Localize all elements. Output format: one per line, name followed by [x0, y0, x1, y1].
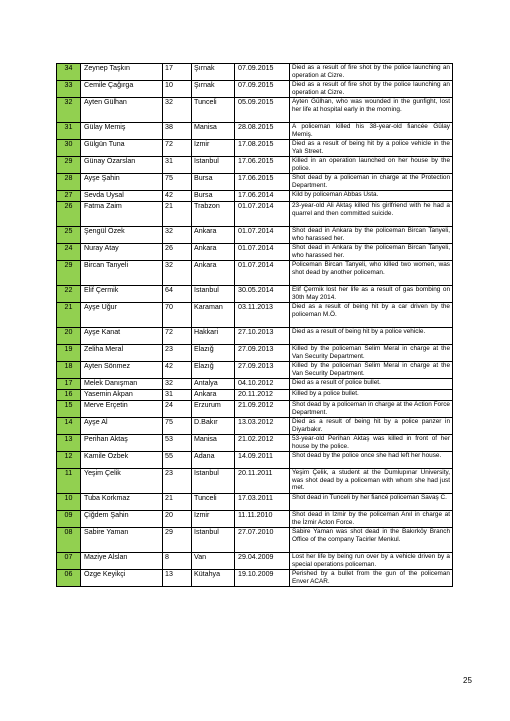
- cell-description: 53-year-old Perihan Aktaş was killed in front of her house by the police.: [290, 435, 453, 452]
- cell-number: 34: [57, 64, 81, 81]
- cell-description: Killed by a police bullet.: [290, 390, 453, 401]
- table-row: [57, 244, 453, 261]
- cell-age: 53: [163, 435, 192, 452]
- cell-number: 08: [57, 528, 81, 553]
- cell-name: Bircan Tanyeli: [81, 261, 163, 286]
- cell-number: 27: [57, 191, 81, 202]
- cell-age: 75: [163, 174, 192, 191]
- cell-date: 05.09.2015: [235, 98, 290, 123]
- cell-description: Sabire Yaman was shot dead in the Bakırköy Branch Office of the company Tacirler Menkul.: [290, 528, 453, 553]
- cell-age: 21: [163, 494, 192, 511]
- cell-name: Ayşe Kanat: [81, 328, 163, 345]
- cell-description: Died as a result of being hit by a police vehicle in the Yalı Street.: [290, 140, 453, 157]
- cell-date: 30.05.2014: [235, 286, 290, 303]
- cell-name: Ayşe Al: [81, 418, 163, 435]
- cell-number: 32: [57, 98, 81, 123]
- cell-number: 10: [57, 494, 81, 511]
- cell-age: 13: [163, 570, 192, 587]
- cell-name: Özge Keyikçi: [81, 570, 163, 587]
- cell-number: 29: [57, 157, 81, 174]
- cell-name: Ayşe Uğur: [81, 303, 163, 328]
- cell-age: 75: [163, 418, 192, 435]
- cell-city: Tunceli: [192, 494, 235, 511]
- table-row: [57, 452, 453, 469]
- cell-name: Gülay Memiş: [81, 123, 163, 140]
- cell-date: 17.06.2015: [235, 157, 290, 174]
- table-row: [57, 303, 453, 328]
- cell-name: Yasemin Akpan: [81, 390, 163, 401]
- cell-number: 30: [57, 140, 81, 157]
- cell-city: Erzurum: [192, 401, 235, 418]
- cell-city: Hakkari: [192, 328, 235, 345]
- cell-date: 07.09.2015: [235, 64, 290, 81]
- table-row: [57, 140, 453, 157]
- cell-date: 19.10.2009: [235, 570, 290, 587]
- cell-age: 26: [163, 244, 192, 261]
- table-row: [57, 494, 453, 511]
- cell-name: Gülgün Tuna: [81, 140, 163, 157]
- cell-date: 01.07.2014: [235, 244, 290, 261]
- cell-date: 14.09.2011: [235, 452, 290, 469]
- table-row: [57, 390, 453, 401]
- table-row: [57, 81, 453, 98]
- cell-name: Sabire Yaman: [81, 528, 163, 553]
- cell-number: 13: [57, 435, 81, 452]
- cell-description: Shot dead by the police once she had left her house.: [290, 452, 453, 469]
- cell-age: 72: [163, 328, 192, 345]
- cell-city: Ankara: [192, 261, 235, 286]
- cell-name: Şengül Özek: [81, 227, 163, 244]
- victims-table-body: [57, 64, 453, 587]
- table-row: [57, 202, 453, 227]
- cell-name: Ayten Gülhan: [81, 98, 163, 123]
- cell-date: 01.07.2014: [235, 202, 290, 227]
- cell-number: 11: [57, 469, 81, 494]
- cell-name: Günay Özarslan: [81, 157, 163, 174]
- cell-number: 17: [57, 379, 81, 390]
- cell-age: 70: [163, 303, 192, 328]
- cell-number: 26: [57, 202, 81, 227]
- cell-number: 18: [57, 362, 81, 379]
- cell-date: 01.07.2014: [235, 227, 290, 244]
- cell-name: Ayten Sönmez: [81, 362, 163, 379]
- cell-age: 8: [163, 553, 192, 570]
- cell-description: Died as a result of fire shot by the police launching an operation at Cizre.: [290, 81, 453, 98]
- table-row: [57, 227, 453, 244]
- cell-date: 07.09.2015: [235, 81, 290, 98]
- cell-city: Trabzon: [192, 202, 235, 227]
- cell-number: 15: [57, 401, 81, 418]
- cell-age: 10: [163, 81, 192, 98]
- cell-number: 14: [57, 418, 81, 435]
- cell-age: 42: [163, 191, 192, 202]
- cell-number: 29: [57, 261, 81, 286]
- cell-city: İstanbul: [192, 469, 235, 494]
- cell-number: 24: [57, 244, 81, 261]
- cell-age: 23: [163, 469, 192, 494]
- cell-number: 28: [57, 174, 81, 191]
- cell-date: 27.07.2010: [235, 528, 290, 553]
- cell-number: 31: [57, 123, 81, 140]
- cell-age: 72: [163, 140, 192, 157]
- table-row: [57, 469, 453, 494]
- cell-number: 25: [57, 227, 81, 244]
- cell-city: Şırnak: [192, 64, 235, 81]
- cell-city: Elazığ: [192, 345, 235, 362]
- table-row: [57, 418, 453, 435]
- table-row: [57, 64, 453, 81]
- cell-name: Cemile Çağırga: [81, 81, 163, 98]
- cell-date: 13.03.2012: [235, 418, 290, 435]
- cell-description: Lost her life by being run over by a vehicle driven by a special operations policeman.: [290, 553, 453, 570]
- cell-description: Died as a result of being hit by a police vehicle.: [290, 328, 453, 345]
- table-row: [57, 286, 453, 303]
- cell-age: 32: [163, 379, 192, 390]
- cell-city: Van: [192, 553, 235, 570]
- cell-description: Died as a result of being hit by a car driven by the policeman M.Ö.: [290, 303, 453, 328]
- table-row: [57, 362, 453, 379]
- cell-age: 17: [163, 64, 192, 81]
- table-row: [57, 345, 453, 362]
- cell-city: Ankara: [192, 227, 235, 244]
- cell-description: Killed by the policeman Selim Meral in charge at the Van Security Department.: [290, 362, 453, 379]
- cell-date: 27.10.2013: [235, 328, 290, 345]
- cell-name: Nuray Atay: [81, 244, 163, 261]
- cell-age: 32: [163, 98, 192, 123]
- cell-name: Fatma Zaim: [81, 202, 163, 227]
- page-number: 25: [463, 676, 472, 685]
- table-row: [57, 328, 453, 345]
- cell-date: 17.06.2014: [235, 191, 290, 202]
- cell-city: Manisa: [192, 123, 235, 140]
- cell-description: A policeman killed his 38-year-old fiancée Gülay Memiş.: [290, 123, 453, 140]
- cell-date: 17.06.2015: [235, 174, 290, 191]
- cell-city: Bursa: [192, 174, 235, 191]
- table-row: [57, 511, 453, 528]
- table-row: [57, 261, 453, 286]
- cell-number: 12: [57, 452, 81, 469]
- cell-name: Perihan Aktaş: [81, 435, 163, 452]
- cell-name: Yeşim Çelik: [81, 469, 163, 494]
- cell-date: 11.11.2010: [235, 511, 290, 528]
- cell-name: Melek Danışman: [81, 379, 163, 390]
- cell-description: Killed by the policeman Selim Meral in charge at the Van Security Department.: [290, 345, 453, 362]
- cell-date: 01.07.2014: [235, 261, 290, 286]
- cell-city: Kütahya: [192, 570, 235, 587]
- table-row: [57, 379, 453, 390]
- cell-date: 17.03.2011: [235, 494, 290, 511]
- cell-description: Died as a result of fire shot by the police launching an operation at Cizre.: [290, 64, 453, 81]
- cell-name: Elif Çermik: [81, 286, 163, 303]
- table-row: [57, 528, 453, 553]
- cell-date: 17.08.2015: [235, 140, 290, 157]
- cell-description: Shot dead in Tunceli by her fiancé policeman Savaş C.: [290, 494, 453, 511]
- cell-age: 23: [163, 345, 192, 362]
- cell-number: 09: [57, 511, 81, 528]
- cell-description: Shot dead by a policeman in charge at the Protection Department.: [290, 174, 453, 191]
- cell-age: 29: [163, 528, 192, 553]
- cell-age: 42: [163, 362, 192, 379]
- cell-date: 29.04.2009: [235, 553, 290, 570]
- cell-description: Elif Çermik lost her life as a result of gas bombing on 30th May 2014.: [290, 286, 453, 303]
- table-row: [57, 157, 453, 174]
- cell-date: 21.09.2012: [235, 401, 290, 418]
- cell-age: 24: [163, 401, 192, 418]
- cell-name: Kamile Özbek: [81, 452, 163, 469]
- table-row: [57, 553, 453, 570]
- cell-description: Killed in an operation launched on her house by the police.: [290, 157, 453, 174]
- cell-city: Karaman: [192, 303, 235, 328]
- cell-city: Antalya: [192, 379, 235, 390]
- cell-date: 27.09.2013: [235, 362, 290, 379]
- cell-city: Ankara: [192, 390, 235, 401]
- cell-number: 16: [57, 390, 81, 401]
- cell-name: Maziye Alslan: [81, 553, 163, 570]
- cell-name: Tuba Korkmaz: [81, 494, 163, 511]
- table-row: [57, 435, 453, 452]
- cell-number: 21: [57, 303, 81, 328]
- cell-description: Died as a result of being hit by a police panzer in Diyarbakır.: [290, 418, 453, 435]
- cell-date: 20.11.2012: [235, 390, 290, 401]
- cell-city: Şırnak: [192, 81, 235, 98]
- cell-city: Manisa: [192, 435, 235, 452]
- cell-city: Ankara: [192, 244, 235, 261]
- cell-description: Perished by a bullet from the gun of the policeman Enver ACAR.: [290, 570, 453, 587]
- cell-city: Adana: [192, 452, 235, 469]
- cell-number: 19: [57, 345, 81, 362]
- cell-number: 33: [57, 81, 81, 98]
- cell-name: Ayşe Şahin: [81, 174, 163, 191]
- cell-number: 07: [57, 553, 81, 570]
- cell-description: Kild by policeman Abbas Usta.: [290, 191, 453, 202]
- cell-name: Merve Erçetin: [81, 401, 163, 418]
- cell-number: 22: [57, 286, 81, 303]
- cell-description: Yeşim Çelik, a student at the Dumlupınar University, was shot dead by a policeman with whom she had just met.: [290, 469, 453, 494]
- cell-city: Bursa: [192, 191, 235, 202]
- table-row: [57, 174, 453, 191]
- cell-age: 64: [163, 286, 192, 303]
- table-row: [57, 570, 453, 587]
- cell-date: 04.10.2012: [235, 379, 290, 390]
- cell-description: Shot dead in Ankara by the policeman Bircan Tanyeli, who harassed her.: [290, 227, 453, 244]
- cell-date: 20.11.2011: [235, 469, 290, 494]
- cell-name: Çiğdem Şahin: [81, 511, 163, 528]
- cell-age: 31: [163, 390, 192, 401]
- cell-number: 06: [57, 570, 81, 587]
- table-row: [57, 98, 453, 123]
- cell-age: 55: [163, 452, 192, 469]
- cell-name: Zeynep Taşkın: [81, 64, 163, 81]
- cell-city: İzmir: [192, 511, 235, 528]
- cell-name: Sevda Uysal: [81, 191, 163, 202]
- cell-age: 21: [163, 202, 192, 227]
- table-row: [57, 401, 453, 418]
- cell-description: Policeman Bircan Tanyeli, who killed two women, was shot dead by another policeman.: [290, 261, 453, 286]
- cell-description: Shot dead in İzmir by the policeman Anıl in charge at the İzmir Acton Force.: [290, 511, 453, 528]
- cell-city: Tunceli: [192, 98, 235, 123]
- cell-name: Zeliha Meral: [81, 345, 163, 362]
- table-row: [57, 191, 453, 202]
- cell-description: Ayten Gülhan, who was wounded in the gunfight, lost her life at hospital early in the morning.: [290, 98, 453, 123]
- table-row: [57, 123, 453, 140]
- cell-city: İstanbul: [192, 528, 235, 553]
- cell-city: D.Bakır: [192, 418, 235, 435]
- cell-description: Shot dead by a policeman in charge at the Action Force Department.: [290, 401, 453, 418]
- victims-table: [56, 63, 453, 587]
- cell-description: Died as a result of police bullet.: [290, 379, 453, 390]
- cell-number: 20: [57, 328, 81, 345]
- cell-city: İzmir: [192, 140, 235, 157]
- cell-description: Shot dead in Ankara by the policeman Bircan Tanyeli, who harassed her.: [290, 244, 453, 261]
- cell-date: 27.09.2013: [235, 345, 290, 362]
- cell-age: 38: [163, 123, 192, 140]
- cell-date: 21.02.2012: [235, 435, 290, 452]
- cell-city: İstanbul: [192, 286, 235, 303]
- cell-age: 32: [163, 227, 192, 244]
- cell-age: 31: [163, 157, 192, 174]
- cell-city: Elazığ: [192, 362, 235, 379]
- cell-date: 28.08.2015: [235, 123, 290, 140]
- cell-age: 32: [163, 261, 192, 286]
- cell-city: İstanbul: [192, 157, 235, 174]
- cell-description: 23-year-old Ali Aktaş killed his girlfriend with he had a quarrel and then committed suicide.: [290, 202, 453, 227]
- cell-age: 20: [163, 511, 192, 528]
- cell-date: 03.11.2013: [235, 303, 290, 328]
